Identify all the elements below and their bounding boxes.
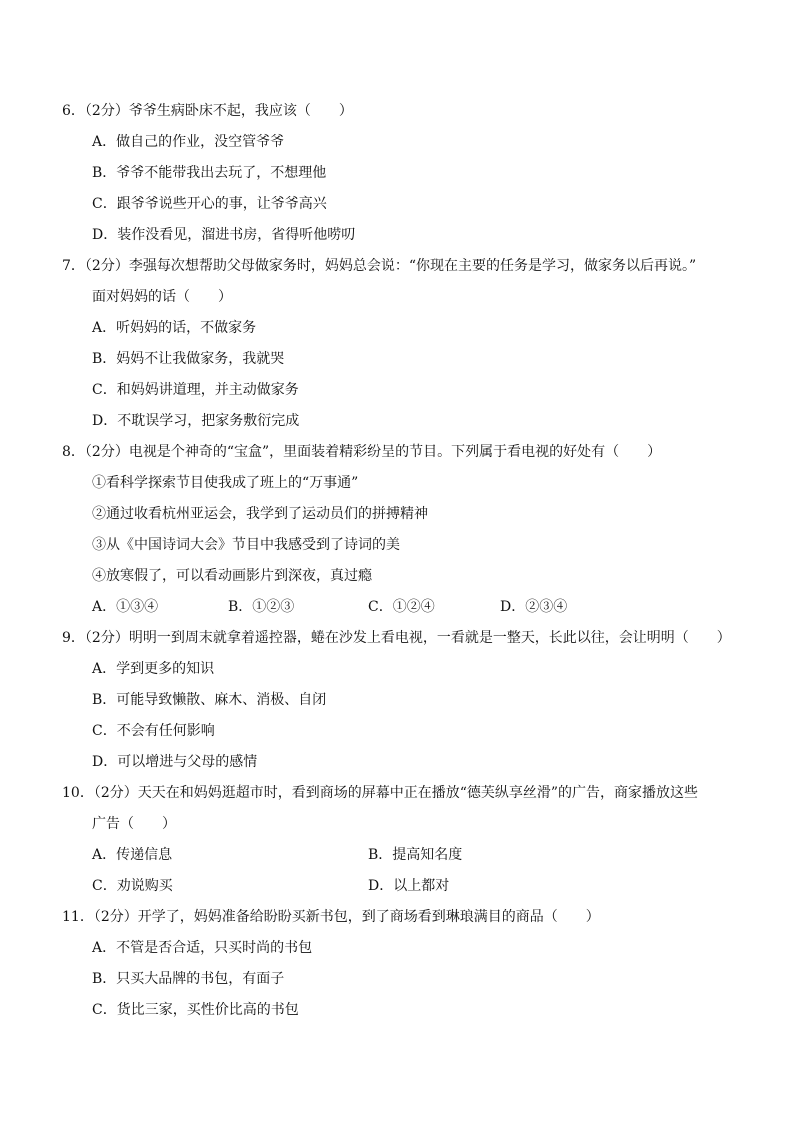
- question-7-option-a: A．听妈妈的话，不做家务: [92, 320, 257, 336]
- question-7-option-c: C．和妈妈讲道理，并主动做家务: [92, 382, 299, 398]
- question-11-stem: 11．（2分）开学了，妈妈准备给盼盼买新书包，到了商场看到琳琅满目的商品（ ）: [62, 909, 600, 925]
- question-10-option-a: A．传递信息: [92, 847, 173, 863]
- question-6-option-b: B．爷爷不能带我出去玩了，不想理他: [92, 165, 327, 181]
- question-7-stem: 7．（2分）李强每次想帮助父母做家务时，妈妈总会说：“你现在主要的任务是学习，做家务以后再说。”: [62, 258, 697, 274]
- question-7-stem-continued: 面对妈妈的话（ ）: [92, 289, 232, 305]
- question-9-option-b: B．可能导致懒散、麻木、消极、自闭: [92, 692, 327, 708]
- question-9-option-c: C．不会有任何影响: [92, 723, 215, 739]
- question-11-option-b: B．只买大品牌的书包，有面子: [92, 971, 285, 987]
- question-9-option-a: A．学到更多的知识: [92, 661, 215, 677]
- question-6-option-a: A．做自己的作业，没空管爷爷: [92, 134, 285, 150]
- question-8-item-3: ③从《中国诗词大会》节目中我感受到了诗词的美: [92, 537, 400, 553]
- question-6-option-d: D．装作没看见，溜进书房，省得听他唠叨: [92, 227, 356, 243]
- question-8-item-1: ①看科学探索节目使我成了班上的“万事通”: [92, 475, 359, 491]
- question-11-option-c: C．货比三家，买性价比高的书包: [92, 1002, 299, 1018]
- question-8-option-c: C．①②④: [368, 599, 435, 615]
- question-7-option-d: D．不耽误学习，把家务敷衍完成: [92, 413, 300, 429]
- question-10-option-b: B．提高知名度: [368, 847, 463, 863]
- question-7-option-b: B．妈妈不让我做家务，我就哭: [92, 351, 285, 367]
- question-9-stem: 9．（2分）明明一到周末就拿着遥控器，蜷在沙发上看电视，一看就是一整天，长此以往，会让明明（ ）: [62, 630, 731, 646]
- question-10-stem-continued: 广告（ ）: [92, 816, 176, 832]
- question-9-option-d: D．可以增进与父母的感情: [92, 754, 258, 770]
- question-6-option-c: C．跟爷爷说些开心的事，让爷爷高兴: [92, 196, 327, 212]
- question-8-option-b: B．①②③: [228, 599, 295, 615]
- question-8-options-row: [0, 597, 794, 617]
- question-8-item-2: ②通过收看杭州亚运会，我学到了运动员们的拼搏精神: [92, 506, 428, 522]
- question-11-option-a: A．不管是否合适，只买时尚的书包: [92, 940, 313, 956]
- question-8-item-4: ④放寒假了，可以看动画影片到深夜，真过瘾: [92, 568, 372, 584]
- question-6-stem: 6．（2分）爷爷生病卧床不起，我应该（ ）: [62, 103, 353, 119]
- question-8-option-d: D．②③④: [500, 599, 568, 615]
- question-8-option-a: A．①③④: [92, 599, 159, 615]
- question-10-option-d: D．以上都对: [368, 878, 450, 894]
- question-10-option-c: C．劝说购买: [92, 878, 173, 894]
- question-8-stem: 8．（2分）电视是个神奇的“宝盒”，里面装着精彩纷呈的节目。下列属于看电视的好处有（ ）: [62, 444, 662, 460]
- question-10-stem: 10．（2分）天天在和妈妈逛超市时，看到商场的屏幕中正在播放“德芙纵享丝滑”的广告，商家播放这些: [62, 785, 699, 801]
